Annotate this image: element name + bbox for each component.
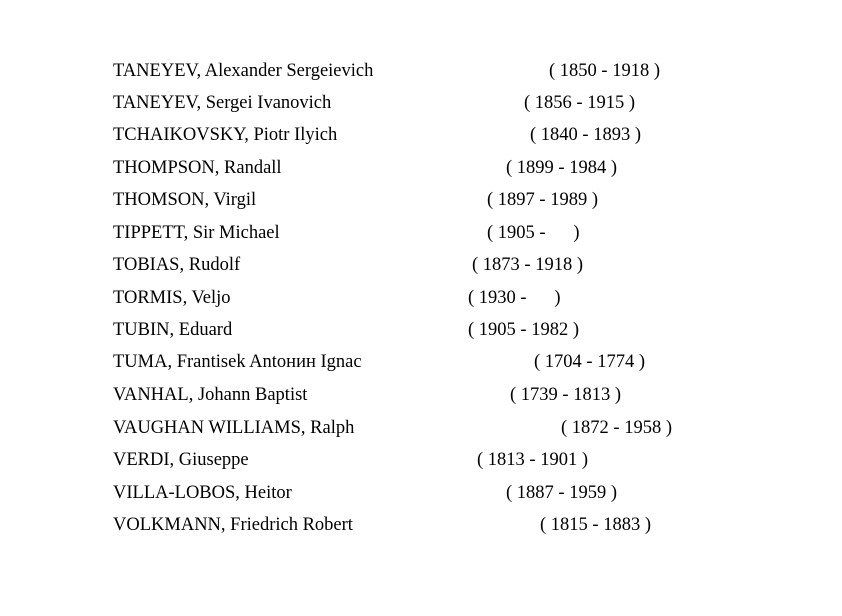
list-item <box>0 90 842 116</box>
composer-dates: ( 1873 - 1918 ) <box>472 255 583 275</box>
composer-name: TIPPETT, Sir Michael <box>113 223 280 243</box>
composer-dates: ( 1856 - 1915 ) <box>524 93 635 113</box>
composer-dates: ( 1815 - 1883 ) <box>540 515 651 535</box>
composer-dates: ( 1905 - 1982 ) <box>468 320 579 340</box>
list-item <box>0 480 842 506</box>
composer-dates: ( 1899 - 1984 ) <box>506 158 617 178</box>
composer-name: VERDI, Giuseppe <box>113 450 249 470</box>
composer-name: TUMA, Frantisek Antонин Ignac <box>113 352 362 372</box>
list-item <box>0 317 842 343</box>
composer-dates: ( 1887 - 1959 ) <box>506 483 617 503</box>
composer-name: TUBIN, Eduard <box>113 320 233 340</box>
list-item <box>0 252 842 278</box>
composer-name: TOBIAS, Rudolf <box>113 255 241 275</box>
composer-dates: ( 1813 - 1901 ) <box>477 450 588 470</box>
composer-dates: ( 1739 - 1813 ) <box>510 385 621 405</box>
list-item <box>0 512 842 538</box>
composer-dates: ( 1897 - 1989 ) <box>487 190 598 210</box>
list-item <box>0 187 842 213</box>
list-item <box>0 447 842 473</box>
composer-name: VANHAL, Johann Baptist <box>113 385 308 405</box>
composer-dates: ( 1850 - 1918 ) <box>549 61 660 81</box>
composer-name: TCHAIKOVSKY, Piotr Ilyich <box>113 125 338 145</box>
composer-dates: ( 1872 - 1958 ) <box>561 418 672 438</box>
list-item <box>0 155 842 181</box>
composer-name: TANEYEV, Sergei Ivanovich <box>113 93 332 113</box>
list-item <box>0 285 842 311</box>
list-item <box>0 122 842 148</box>
list-item <box>0 58 842 84</box>
composer-dates: ( 1704 - 1774 ) <box>534 352 645 372</box>
composer-name: TANEYEV, Alexander Sergeievich <box>113 61 374 81</box>
composer-name: THOMPSON, Randall <box>113 158 282 178</box>
composer-dates: ( 1905 - ) <box>487 223 580 243</box>
list-item <box>0 415 842 441</box>
composer-name: VOLKMANN, Friedrich Robert <box>113 515 353 535</box>
list-item <box>0 220 842 246</box>
list-item <box>0 382 842 408</box>
composer-name: THOMSON, Virgil <box>113 190 257 210</box>
composer-name: VILLA-LOBOS, Heitor <box>113 483 292 503</box>
composer-dates: ( 1840 - 1893 ) <box>530 125 641 145</box>
list-item <box>0 349 842 375</box>
composer-name: VAUGHAN WILLIAMS, Ralph <box>113 418 355 438</box>
composer-dates: ( 1930 - ) <box>468 288 561 308</box>
composer-name: TORMIS, Veljo <box>113 288 231 308</box>
